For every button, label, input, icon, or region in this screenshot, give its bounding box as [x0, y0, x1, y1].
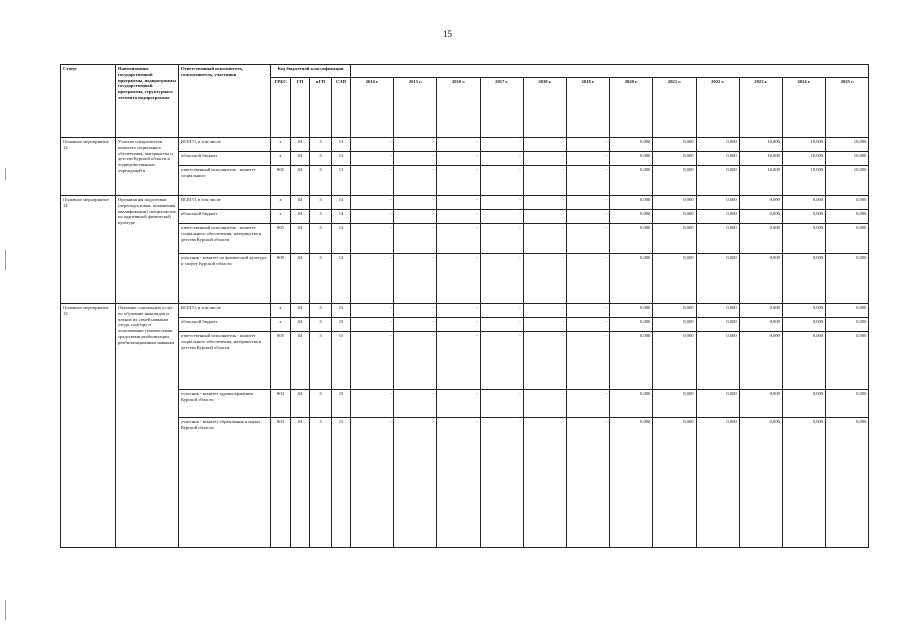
value-cell: 0,000	[782, 196, 825, 210]
table-row	[61, 254, 869, 304]
grbs-cell: х	[271, 138, 291, 152]
table-row	[61, 138, 869, 152]
value-cell: -	[351, 304, 394, 318]
value-cell: 0,000	[610, 196, 653, 210]
value-cell: 0,000	[826, 318, 869, 332]
header-year: 2022 г.	[696, 78, 739, 138]
gp-cell: 04	[291, 254, 310, 304]
value-cell: 0,000	[610, 390, 653, 418]
value-cell: 0,000	[826, 196, 869, 210]
value-cell: -	[480, 166, 523, 196]
gp-cell: 04	[291, 418, 310, 548]
header-year: 2018 г.	[523, 78, 566, 138]
responsible-cell: участник - комитет по физической культуре и спорту Курской области	[179, 254, 271, 304]
value-cell: 0,000	[610, 304, 653, 318]
value-cell: 0,000	[782, 418, 825, 548]
status-cell: Основное мероприятие 15	[61, 304, 116, 548]
value-cell: -	[480, 418, 523, 548]
value-cell: -	[394, 418, 437, 548]
gp-cell: 04	[291, 166, 310, 196]
value-cell: -	[437, 166, 480, 196]
value-cell: 10,000	[739, 152, 782, 166]
value-cell: -	[351, 254, 394, 304]
value-cell: 0,000	[696, 166, 739, 196]
header-name: Наименование государственной программы, подпрограммы государственной программы, структурного элемента подпрограммы	[116, 65, 179, 138]
value-cell: 0,000	[739, 332, 782, 390]
gp-cell: 04	[291, 210, 310, 224]
value-cell: 0,000	[782, 254, 825, 304]
sep-cell: 15	[332, 332, 351, 390]
sep-cell: 14	[332, 224, 351, 254]
value-cell: -	[437, 332, 480, 390]
grbs-cell: х	[271, 304, 291, 318]
value-cell: -	[523, 390, 566, 418]
value-cell: -	[394, 138, 437, 152]
value-cell: -	[480, 318, 523, 332]
header-year: 2016 г.	[437, 78, 480, 138]
value-cell: -	[523, 304, 566, 318]
value-cell: 0,000	[610, 254, 653, 304]
value-cell: -	[566, 152, 609, 166]
budget-table	[60, 64, 869, 548]
value-cell: 0,000	[696, 152, 739, 166]
value-cell: -	[566, 390, 609, 418]
responsible-cell: областной бюджет	[179, 152, 271, 166]
table-row	[61, 196, 869, 210]
pgp-cell: 3	[310, 196, 332, 210]
value-cell: -	[351, 152, 394, 166]
sep-cell: 15	[332, 390, 351, 418]
value-cell: 0,000	[739, 196, 782, 210]
value-cell: 0,000	[696, 332, 739, 390]
value-cell: -	[437, 152, 480, 166]
value-cell: 0,000	[826, 418, 869, 548]
header-year: 2021 г.	[653, 78, 696, 138]
responsible-cell: областной бюджет	[179, 210, 271, 224]
sep-cell: 13	[332, 138, 351, 152]
header-year: 2025 г.	[826, 78, 869, 138]
value-cell: -	[394, 210, 437, 224]
value-cell: 10,000	[782, 166, 825, 196]
value-cell: 0,000	[782, 390, 825, 418]
gp-cell: 04	[291, 196, 310, 210]
value-cell: 0,000	[696, 196, 739, 210]
grbs-cell: 809	[271, 254, 291, 304]
grbs-cell: 803	[271, 418, 291, 548]
gp-cell: 04	[291, 390, 310, 418]
value-cell: -	[523, 224, 566, 254]
value-cell: 0,000	[653, 418, 696, 548]
grbs-cell: х	[271, 318, 291, 332]
value-cell: -	[351, 196, 394, 210]
value-cell: -	[480, 254, 523, 304]
value-cell: -	[566, 224, 609, 254]
value-cell: 0,000	[696, 304, 739, 318]
value-cell: -	[566, 418, 609, 548]
value-cell: -	[566, 318, 609, 332]
value-cell: -	[351, 318, 394, 332]
value-cell: 0,000	[696, 390, 739, 418]
value-cell: -	[480, 304, 523, 318]
pgp-cell: 3	[310, 210, 332, 224]
scan-margin-mark	[5, 168, 6, 180]
value-cell: 0,000	[610, 318, 653, 332]
header-year: 2024 г.	[782, 78, 825, 138]
value-cell: 0,000	[826, 254, 869, 304]
value-cell: 0,000	[739, 418, 782, 548]
value-cell: -	[523, 210, 566, 224]
value-cell: 0,000	[739, 304, 782, 318]
value-cell: 0,000	[610, 210, 653, 224]
value-cell: -	[351, 138, 394, 152]
value-cell: 10,000	[826, 152, 869, 166]
value-cell: -	[351, 224, 394, 254]
sep-cell: 15	[332, 418, 351, 548]
value-cell: 0,000	[782, 332, 825, 390]
responsible-cell: участник - комитет образования и науки Курской области	[179, 418, 271, 548]
sep-cell: 13	[332, 166, 351, 196]
value-cell: -	[394, 332, 437, 390]
value-cell: -	[437, 254, 480, 304]
header-code-col: ГП	[291, 78, 310, 138]
value-cell: -	[394, 390, 437, 418]
page-number: 15	[443, 29, 452, 39]
header-year: 2020 г.	[610, 78, 653, 138]
value-cell: 0,000	[696, 138, 739, 152]
value-cell: 0,000	[653, 332, 696, 390]
value-cell: -	[437, 318, 480, 332]
gp-cell: 04	[291, 332, 310, 390]
header-budget-code: Код бюджетной классификации	[271, 65, 351, 78]
table-row	[61, 152, 869, 166]
value-cell: -	[480, 138, 523, 152]
table-row	[61, 304, 869, 318]
pgp-cell: 3	[310, 152, 332, 166]
value-cell: -	[523, 318, 566, 332]
value-cell: 0,000	[653, 254, 696, 304]
value-cell: 10,000	[739, 138, 782, 152]
header-year: 2019 г.	[566, 78, 609, 138]
value-cell: -	[566, 254, 609, 304]
value-cell: -	[480, 332, 523, 390]
responsible-cell: ответственный исполнитель - комитет социального обеспечения, материнства и детства Курской области	[179, 332, 271, 390]
value-cell: -	[394, 318, 437, 332]
value-cell: 0,000	[610, 138, 653, 152]
value-cell: 0,000	[782, 318, 825, 332]
value-cell: -	[437, 224, 480, 254]
value-cell: 0,000	[653, 304, 696, 318]
grbs-cell: х	[271, 152, 291, 166]
value-cell: 0,000	[610, 152, 653, 166]
sep-cell: 14	[332, 196, 351, 210]
responsible-cell: участник - комитет здравоохранения Курской области	[179, 390, 271, 418]
value-cell: -	[566, 304, 609, 318]
value-cell: -	[523, 418, 566, 548]
pgp-cell: 3	[310, 254, 332, 304]
value-cell: 10,000	[782, 138, 825, 152]
header-expenses	[351, 65, 869, 78]
gp-cell: 04	[291, 152, 310, 166]
value-cell: 10,000	[739, 166, 782, 196]
gp-cell: 04	[291, 224, 310, 254]
value-cell: 0,000	[696, 210, 739, 224]
sep-cell: 15	[332, 318, 351, 332]
value-cell: 0,000	[826, 304, 869, 318]
value-cell: -	[480, 224, 523, 254]
value-cell: 0,000	[696, 418, 739, 548]
value-cell: 0,000	[653, 224, 696, 254]
value-cell: -	[394, 166, 437, 196]
pgp-cell: 3	[310, 224, 332, 254]
value-cell: 0,000	[653, 390, 696, 418]
value-cell: 0,000	[782, 224, 825, 254]
value-cell: -	[351, 418, 394, 548]
value-cell: -	[566, 138, 609, 152]
header-code-col: СЭП	[332, 78, 351, 138]
header-year: 2014 г.	[351, 78, 394, 138]
value-cell: -	[523, 254, 566, 304]
header-code-col: ГРБС	[271, 78, 291, 138]
table-row	[61, 318, 869, 332]
value-cell: 0,000	[826, 224, 869, 254]
responsible-cell: ВСЕГО, в том числе	[179, 196, 271, 210]
value-cell: -	[480, 390, 523, 418]
name-cell: Организация подготовки (переподготовки, повышения квалификации) специалистов по адаптивной физической культуре	[116, 196, 179, 304]
value-cell: 0,000	[610, 332, 653, 390]
pgp-cell: 3	[310, 318, 332, 332]
table-row	[61, 224, 869, 254]
value-cell: -	[566, 166, 609, 196]
value-cell: -	[351, 210, 394, 224]
value-cell: 0,000	[826, 210, 869, 224]
pgp-cell: 3	[310, 390, 332, 418]
value-cell: -	[523, 332, 566, 390]
value-cell: 0,000	[696, 254, 739, 304]
value-cell: 0,000	[739, 224, 782, 254]
value-cell: -	[523, 138, 566, 152]
value-cell: -	[351, 332, 394, 390]
gp-cell: 04	[291, 304, 310, 318]
table-row	[61, 210, 869, 224]
header-responsible: Ответственный исполнитель, соисполнитель, участники	[179, 65, 271, 138]
value-cell: -	[394, 196, 437, 210]
grbs-cell: 804	[271, 390, 291, 418]
grbs-cell: 805	[271, 166, 291, 196]
value-cell: 0,000	[739, 254, 782, 304]
value-cell: -	[480, 196, 523, 210]
pgp-cell: 3	[310, 304, 332, 318]
value-cell: -	[437, 418, 480, 548]
value-cell: -	[523, 152, 566, 166]
header-year: 2017 г.	[480, 78, 523, 138]
value-cell: -	[437, 196, 480, 210]
value-cell: -	[437, 390, 480, 418]
value-cell: 0,000	[782, 210, 825, 224]
value-cell: -	[437, 138, 480, 152]
table-row	[61, 390, 869, 418]
value-cell: 0,000	[739, 210, 782, 224]
name-cell: Оказание социальных услуг по обучению инвалидов и членов их семей навыкам ухода, подбору и пользованию техническими средствами реабилитации, реабилитационным навыкам	[116, 304, 179, 548]
sep-cell: 15	[332, 304, 351, 318]
value-cell: -	[437, 210, 480, 224]
value-cell: 10,000	[826, 138, 869, 152]
scan-margin-mark	[5, 600, 6, 620]
value-cell: 0,000	[696, 224, 739, 254]
value-cell: 10,000	[782, 152, 825, 166]
value-cell: -	[566, 196, 609, 210]
value-cell: 0,000	[739, 318, 782, 332]
gp-cell: 04	[291, 318, 310, 332]
table-row	[61, 166, 869, 196]
value-cell: -	[523, 196, 566, 210]
value-cell: -	[394, 304, 437, 318]
header-code-col: пГП	[310, 78, 332, 138]
value-cell: 0,000	[653, 138, 696, 152]
responsible-cell: ВСЕГО, в том числе	[179, 304, 271, 318]
sep-cell: 13	[332, 152, 351, 166]
sep-cell: 14	[332, 254, 351, 304]
value-cell: -	[394, 152, 437, 166]
responsible-cell: областной бюджет	[179, 318, 271, 332]
grbs-cell: 805	[271, 224, 291, 254]
value-cell: 0,000	[610, 224, 653, 254]
grbs-cell: 805	[271, 332, 291, 390]
pgp-cell: 3	[310, 166, 332, 196]
value-cell: 0,000	[653, 152, 696, 166]
value-cell: 0,000	[653, 196, 696, 210]
responsible-cell: ответственный исполнитель - комитет социального	[179, 166, 271, 196]
value-cell: -	[480, 152, 523, 166]
value-cell: -	[394, 224, 437, 254]
value-cell: -	[480, 210, 523, 224]
header-year: 2023 г.	[739, 78, 782, 138]
sep-cell: 14	[332, 210, 351, 224]
value-cell: 0,000	[826, 390, 869, 418]
value-cell: -	[394, 254, 437, 304]
value-cell: -	[351, 390, 394, 418]
status-cell: Основное мероприятие 13	[61, 138, 116, 196]
value-cell: 0,000	[610, 166, 653, 196]
value-cell: 0,000	[696, 318, 739, 332]
value-cell: -	[437, 304, 480, 318]
table-row	[61, 418, 869, 548]
value-cell: 0,000	[782, 304, 825, 318]
header-year: 2015 г.	[394, 78, 437, 138]
value-cell: 0,000	[653, 318, 696, 332]
value-cell: -	[566, 332, 609, 390]
table-row	[61, 332, 869, 390]
value-cell: 10,000	[826, 166, 869, 196]
value-cell: 0,000	[826, 332, 869, 390]
pgp-cell: 3	[310, 418, 332, 548]
responsible-cell: ВСЕГО, в том числе	[179, 138, 271, 152]
value-cell: -	[523, 166, 566, 196]
grbs-cell: х	[271, 210, 291, 224]
value-cell: -	[566, 210, 609, 224]
pgp-cell: 3	[310, 332, 332, 390]
value-cell: 0,000	[610, 418, 653, 548]
scan-margin-mark	[5, 250, 6, 270]
value-cell: 0,000	[653, 210, 696, 224]
value-cell: 0,000	[739, 390, 782, 418]
value-cell: -	[351, 166, 394, 196]
value-cell: 0,000	[653, 166, 696, 196]
name-cell: Участие специалистов комитета социального обеспечения, материнства и детства Курской области и подведомственных учреждений в	[116, 138, 179, 196]
pgp-cell: 3	[310, 138, 332, 152]
gp-cell: 04	[291, 138, 310, 152]
status-cell: Основное мероприятие 14	[61, 196, 116, 304]
header-status: Статус	[61, 65, 116, 138]
responsible-cell: ответственный исполнитель - комитет социального обеспечения, материнства и детства Курской области	[179, 224, 271, 254]
grbs-cell: х	[271, 196, 291, 210]
